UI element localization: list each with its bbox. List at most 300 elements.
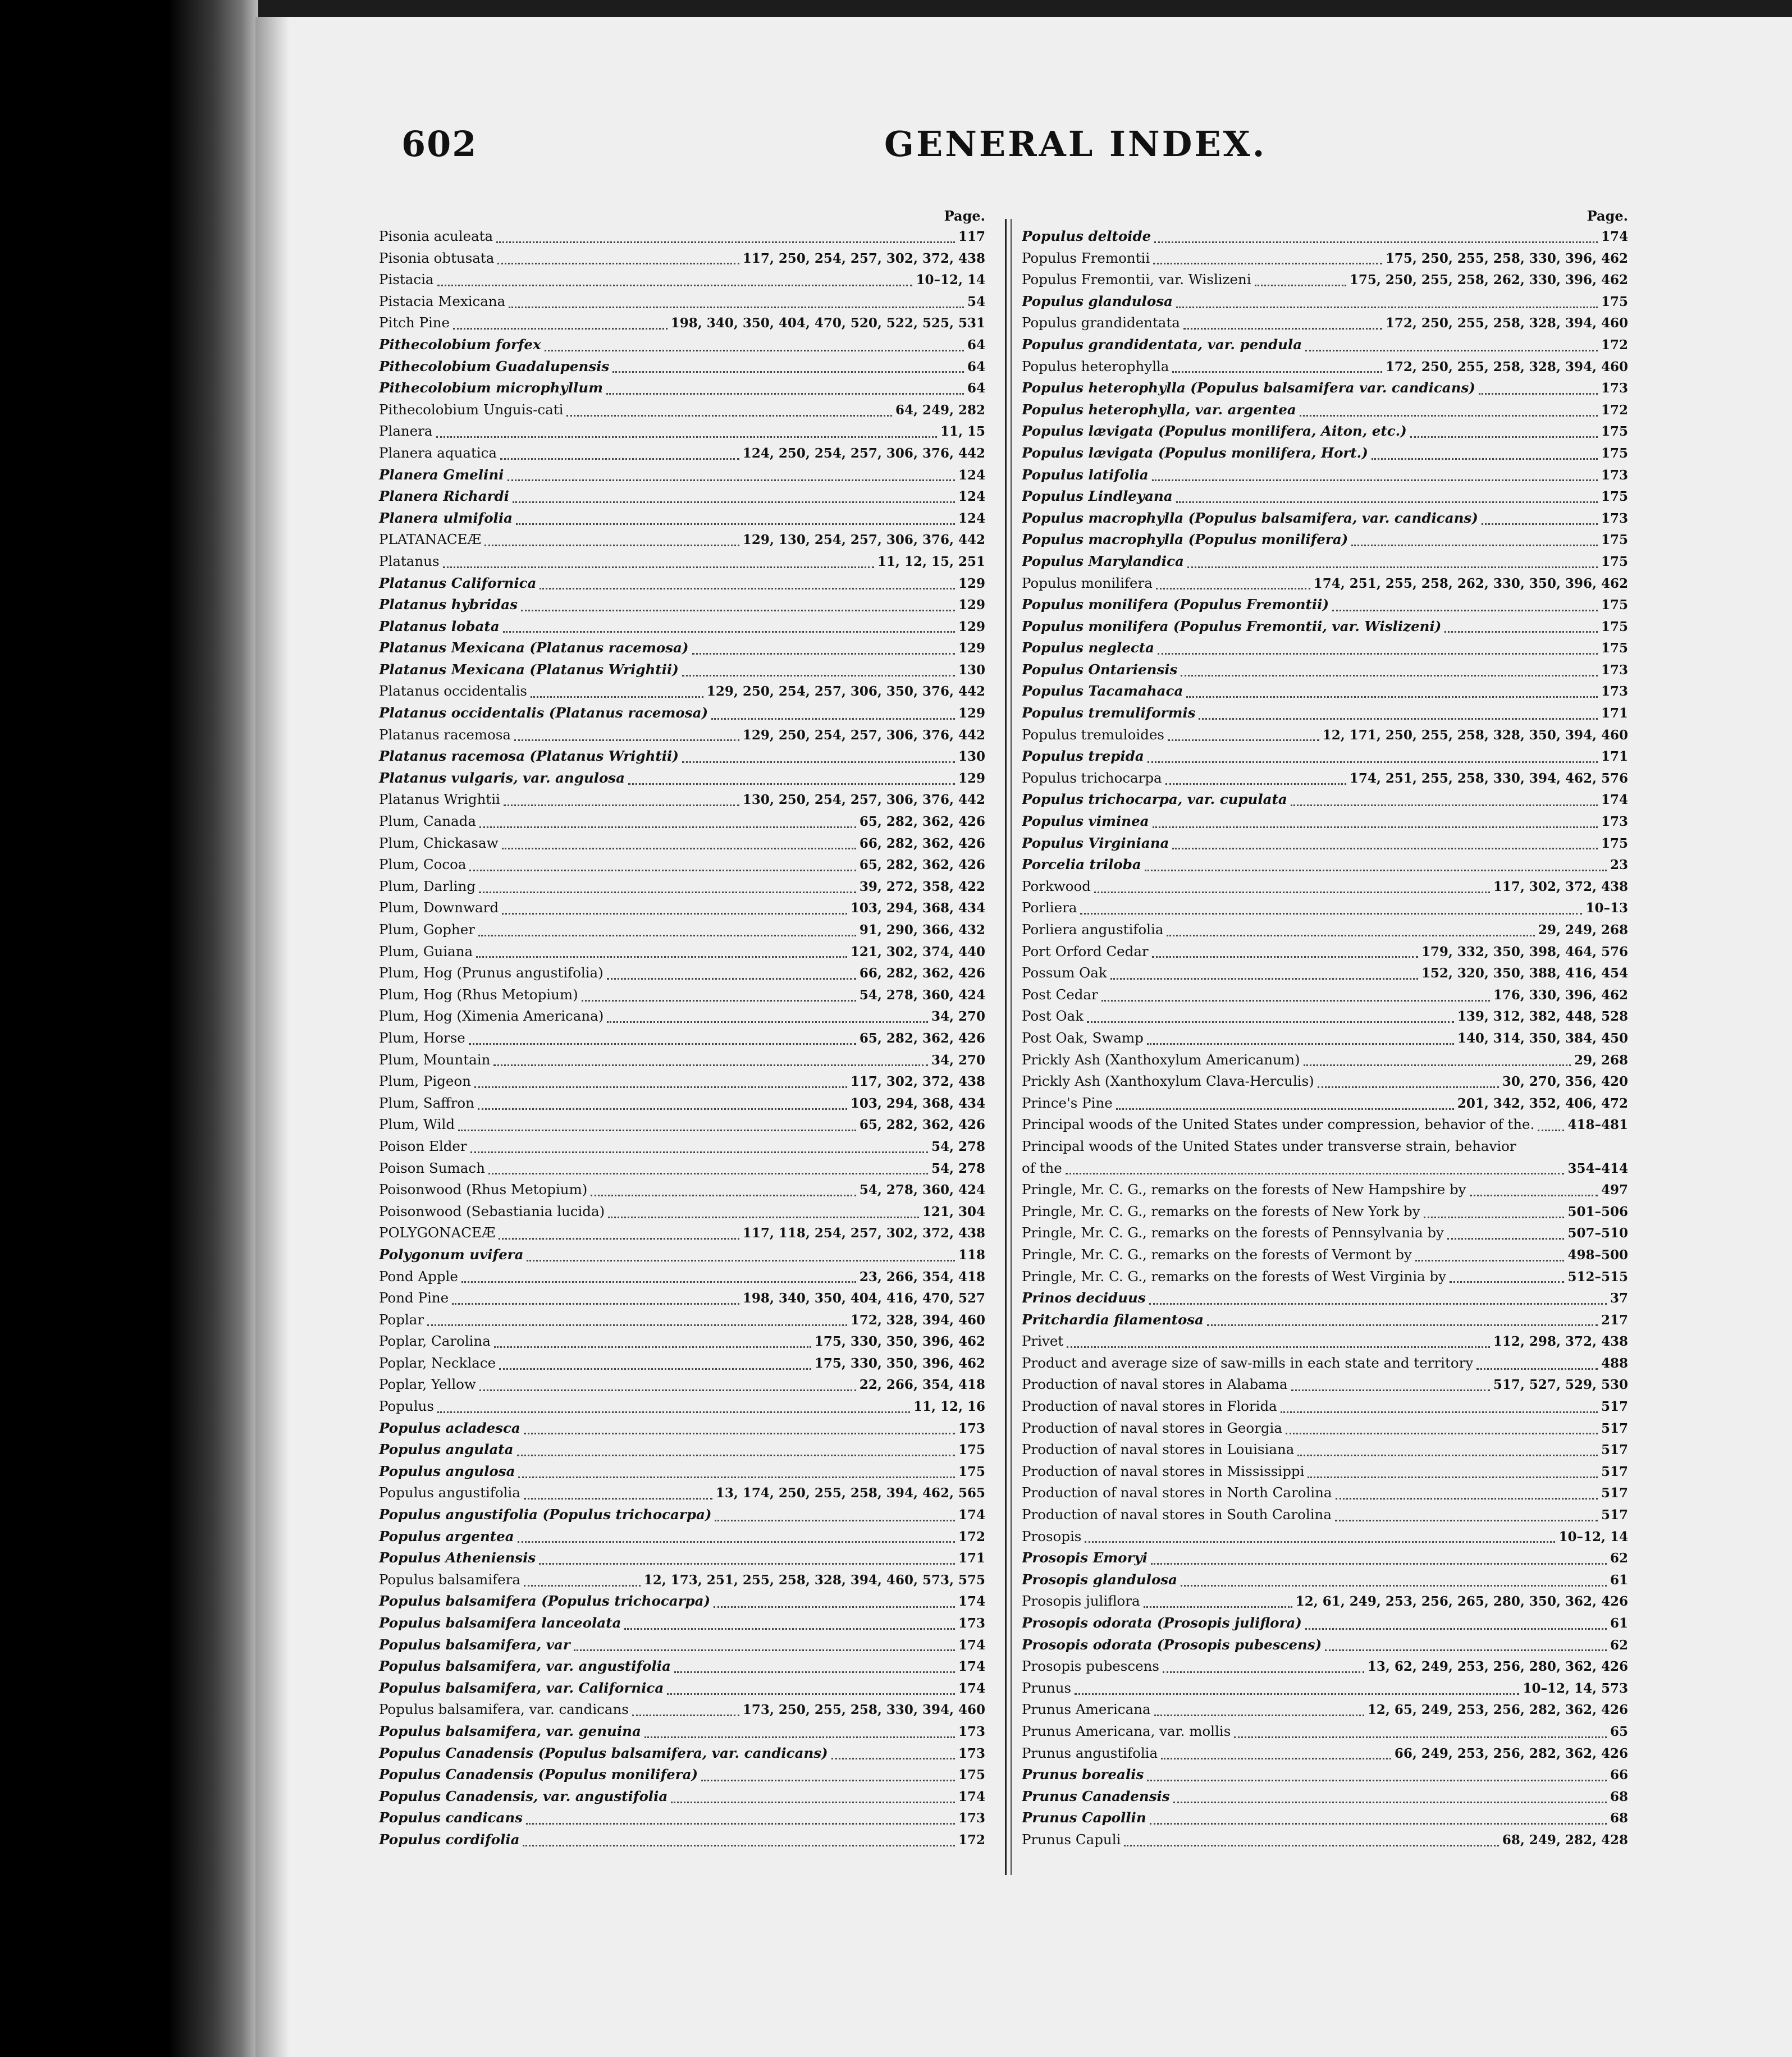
dot-leader (1066, 1162, 1565, 1174)
index-term: Populus macrophylla (Populus balsamifera, var. candicans) (1022, 509, 1478, 526)
dot-leader (479, 1378, 856, 1391)
index-entry (1022, 702, 1628, 724)
dot-leader (1482, 512, 1598, 525)
dot-leader (1148, 750, 1598, 763)
dot-leader (1450, 1270, 1565, 1283)
index-entry (379, 724, 985, 746)
index-entry (1022, 1179, 1628, 1201)
index-term: Production of naval stores in North Carolina (1022, 1484, 1332, 1501)
index-entry (379, 1743, 985, 1765)
dot-leader (526, 1812, 955, 1825)
page-references: 175 (1601, 445, 1628, 461)
index-term: Plum, Cocoa (379, 856, 467, 873)
dot-leader (682, 750, 955, 763)
page-references: 54, 278, 360, 424 (859, 987, 985, 1003)
dot-leader (1085, 1530, 1555, 1543)
index-term: Production of naval stores in Alabama (1022, 1376, 1288, 1393)
index-term: Populus tremuliformis (1022, 705, 1196, 721)
index-term: Populus monilifera (1022, 574, 1153, 591)
index-term: Prunus Americana, var. mollis (1022, 1722, 1231, 1739)
index-term: Production of naval stores in Florida (1022, 1398, 1277, 1415)
index-term: Populus Ontariensis (1022, 661, 1178, 678)
index-entry (1022, 1634, 1628, 1656)
index-term: Prosopis juliflora (1022, 1593, 1140, 1610)
index-term: Populus balsamifera (379, 1571, 520, 1588)
dot-leader (1183, 317, 1382, 330)
index-entry (1022, 1829, 1628, 1851)
dot-leader (517, 1443, 955, 1456)
index-entry (379, 377, 985, 399)
index-entry (1022, 1461, 1628, 1483)
dot-leader (701, 1768, 955, 1781)
page-references: 39, 272, 358, 422 (859, 879, 985, 894)
dot-leader (1281, 1400, 1598, 1413)
page-references: 30, 270, 356, 420 (1502, 1074, 1628, 1090)
index-term: Possum Oak (1022, 964, 1107, 981)
index-entry (379, 312, 985, 334)
index-entry (379, 1569, 985, 1591)
index-entry (379, 226, 985, 248)
index-entry (1022, 1222, 1628, 1244)
page-references: 173 (1601, 467, 1628, 483)
dot-leader (1447, 1227, 1565, 1240)
index-term: Populus balsamifera, var. genuina (379, 1722, 641, 1739)
page-references: 117, 302, 372, 438 (850, 1074, 985, 1090)
dot-leader (476, 945, 847, 958)
index-entry (1022, 420, 1628, 442)
index-entry (1022, 312, 1628, 334)
index-entry (379, 1547, 985, 1569)
index-term: Plum, Hog (Rhus Metopium) (379, 986, 578, 1003)
dot-leader (494, 1335, 811, 1348)
index-entry (1022, 767, 1628, 789)
page-references: 517 (1601, 1420, 1628, 1436)
index-entry (1022, 1093, 1628, 1114)
dot-leader (478, 1097, 847, 1110)
dot-leader (514, 728, 739, 741)
index-term: Populus heterophylla (1022, 358, 1169, 374)
page-references: 29, 249, 268 (1538, 922, 1628, 938)
dot-leader (508, 468, 955, 481)
index-term: Prunus (1022, 1679, 1072, 1696)
index-entry (379, 659, 985, 681)
dot-leader (1234, 1725, 1607, 1738)
dot-leader (539, 1552, 955, 1565)
page-references: 130, 250, 254, 257, 306, 376, 442 (742, 792, 985, 808)
index-term: Production of naval stores in South Carolina (1022, 1506, 1332, 1523)
index-entry (379, 1504, 985, 1526)
index-entry (379, 811, 985, 833)
dot-leader (474, 1075, 847, 1088)
index-term: Populus Tacamahaca (1022, 683, 1183, 700)
index-term: Poplar, Necklace (379, 1354, 496, 1371)
page-references: 174 (958, 1507, 985, 1523)
dot-leader (436, 425, 937, 438)
dot-leader (1152, 945, 1418, 958)
page-references: 172, 250, 255, 258, 328, 394, 460 (1385, 316, 1628, 331)
page-references: 175, 330, 350, 396, 462 (814, 1355, 985, 1371)
index-entry (379, 1114, 985, 1136)
page-title: GENERAL INDEX. (884, 124, 1267, 164)
index-entry (379, 789, 985, 811)
index-entry (1022, 724, 1628, 746)
page-references: 175, 250, 255, 258, 262, 330, 396, 462 (1349, 272, 1628, 288)
index-entry (1022, 594, 1628, 616)
dot-leader (523, 1834, 955, 1846)
page-references: 65, 282, 362, 426 (859, 857, 985, 873)
index-entries-left (379, 226, 985, 1851)
dot-leader (1181, 664, 1598, 676)
page-references: 54, 278 (931, 1160, 985, 1176)
page-references: 13, 62, 249, 253, 256, 280, 362, 426 (1367, 1659, 1628, 1675)
index-entry (379, 1201, 985, 1223)
index-term: Populus Canadensis (Populus balsamifera, var. candicans) (379, 1744, 828, 1761)
index-term: Prunus Canadensis (1022, 1788, 1170, 1804)
dot-leader (566, 404, 892, 417)
dot-leader (1479, 382, 1598, 395)
page-references: 54 (967, 294, 985, 309)
page-references: 65, 282, 362, 426 (859, 1117, 985, 1133)
dot-leader (1332, 598, 1598, 611)
index-term: Pringle, Mr. C. G., remarks on the forests of Pennsylvania by (1022, 1224, 1444, 1241)
index-term: Populus trichocarpa, var. cupulata (1022, 791, 1287, 808)
index-entry (1022, 1677, 1628, 1699)
page-references: 10–13 (1585, 900, 1628, 916)
page-references: 12, 61, 249, 253, 256, 265, 280, 350, 362, 426 (1295, 1594, 1628, 1610)
index-term: Plum, Downward (379, 899, 499, 916)
dot-leader (1305, 339, 1598, 351)
page-references: 129, 250, 254, 257, 306, 376, 442 (742, 727, 985, 743)
index-term: Populus Fremontii (1022, 249, 1150, 266)
index-entry (379, 702, 985, 724)
dot-leader (1075, 1682, 1519, 1695)
page-references: 517 (1601, 1485, 1628, 1501)
dot-leader (1168, 728, 1319, 741)
page-references: 173 (958, 1616, 985, 1631)
dot-leader (1199, 707, 1598, 720)
dot-leader (1067, 1335, 1490, 1348)
index-entry (379, 1590, 985, 1612)
dot-leader (524, 1421, 955, 1434)
index-entry (1022, 1656, 1628, 1677)
index-entry (379, 1829, 985, 1851)
index-entry (1022, 248, 1628, 269)
page-references: 68 (1610, 1789, 1628, 1804)
page-references: 512–515 (1567, 1269, 1628, 1285)
dot-leader (1176, 490, 1598, 503)
index-term: PLATANACEÆ (379, 531, 482, 548)
index-term: Porkwood (1022, 877, 1091, 894)
page-references: 34, 270 (931, 1052, 985, 1068)
index-entry (379, 356, 985, 378)
index-term: Prosopis (1022, 1528, 1082, 1544)
dot-leader (502, 836, 856, 849)
page-references: 91, 290, 366, 432 (859, 922, 985, 938)
index-entry (379, 1656, 985, 1677)
index-term: Populus angustifolia (379, 1484, 520, 1501)
index-entry (379, 1309, 985, 1331)
dot-leader (1152, 468, 1598, 481)
index-term: Populus acladesca (379, 1419, 520, 1436)
index-term: Plum, Guiana (379, 943, 473, 959)
dot-leader (632, 1703, 739, 1716)
dot-leader (607, 1010, 928, 1023)
index-entry (379, 1439, 985, 1461)
index-entry (1022, 1396, 1628, 1418)
index-entry (1022, 226, 1628, 248)
index-entry (379, 1807, 985, 1829)
page-references: 10–12, 14 (1558, 1529, 1628, 1544)
index-entry (379, 767, 985, 789)
index-term: Principal woods of the United States under compression, behavior of the. (1022, 1116, 1535, 1133)
index-entry (379, 1287, 985, 1309)
index-term: Pithecolobium forfex (379, 336, 541, 353)
dot-leader (1291, 1378, 1490, 1391)
index-term: Populus heterophylla, var. argentea (1022, 401, 1296, 418)
dot-leader (1154, 1703, 1364, 1716)
page-references: 117, 302, 372, 438 (1493, 879, 1628, 894)
index-entry (379, 508, 985, 529)
page-references: 174, 251, 255, 258, 330, 394, 462, 576 (1349, 770, 1628, 786)
dot-leader (493, 1053, 928, 1066)
column-divider (1005, 219, 1007, 1875)
index-term: Plum, Darling (379, 877, 476, 894)
dot-leader (453, 317, 668, 330)
page-references: 173 (958, 1420, 985, 1436)
page-references: 64, 249, 282 (895, 402, 985, 418)
dot-leader (1335, 1509, 1598, 1521)
index-entry (379, 1331, 985, 1352)
index-term: Privet (1022, 1333, 1064, 1350)
dot-leader (509, 295, 964, 308)
dot-leader (518, 1465, 955, 1478)
page-references: 129 (958, 641, 985, 656)
index-term: Pistacia (379, 271, 434, 288)
index-term: Populus balsamifera, var. angustifolia (379, 1658, 671, 1675)
page-references: 175 (958, 1442, 985, 1458)
page-references: 61 (1610, 1616, 1628, 1631)
index-entry (1022, 1807, 1628, 1829)
index-term: Populus viminea (1022, 813, 1149, 830)
index-term: Porliera angustifolia (1022, 921, 1164, 938)
dot-leader (1150, 1812, 1607, 1825)
page-references: 175 (1601, 619, 1628, 634)
index-term: Platanus Wrightii (379, 791, 500, 808)
index-entry (1022, 334, 1628, 356)
page-references: 66, 282, 362, 426 (859, 835, 985, 851)
page-references: 517 (1601, 1464, 1628, 1479)
index-term: Plum, Mountain (379, 1051, 491, 1068)
dot-leader (437, 1400, 910, 1413)
dot-leader (1165, 772, 1346, 785)
index-term: Port Orford Cedar (1022, 943, 1149, 959)
page-references: 174, 251, 255, 258, 262, 330, 350, 396, 462 (1313, 575, 1628, 591)
index-term: Populus balsamifera (Populus trichocarpa) (379, 1593, 711, 1610)
index-entry (379, 876, 985, 898)
index-term: Populus Canadensis, var. angustifolia (379, 1788, 668, 1804)
page-references: 175 (958, 1464, 985, 1479)
index-term: Populus balsamifera lanceolata (379, 1615, 621, 1631)
index-term: Prosopis Emoryi (1022, 1549, 1148, 1566)
index-entry (379, 1071, 985, 1093)
page-references: 172 (1601, 337, 1628, 353)
index-entry (1022, 1482, 1628, 1504)
page-references: 62 (1610, 1551, 1628, 1566)
page-references: 64 (967, 337, 985, 353)
index-term: Planera ulmifolia (379, 509, 513, 526)
page-references: 130 (958, 662, 985, 678)
index-term: Prunus Capollin (1022, 1809, 1146, 1826)
index-term: Platanus (379, 552, 440, 569)
index-term: Plum, Gopher (379, 921, 475, 938)
page-references: 121, 304 (922, 1204, 985, 1219)
index-entry (1022, 1374, 1628, 1396)
page-references: 179, 332, 350, 398, 464, 576 (1421, 944, 1628, 959)
index-entry (1022, 356, 1628, 378)
index-entry (379, 1396, 985, 1418)
dot-leader (478, 924, 856, 936)
page-references: 62 (1610, 1637, 1628, 1653)
dot-leader (1351, 533, 1598, 546)
index-term: Platanus racemosa (379, 726, 511, 743)
dot-leader (488, 1162, 928, 1174)
index-entry (379, 1027, 985, 1049)
dot-leader (1186, 685, 1598, 698)
index-term: Populus lævigata (Populus monilifera, Hort.) (1022, 444, 1368, 461)
index-term: Pritchardia filamentosa (1022, 1311, 1204, 1328)
dot-leader (1297, 1443, 1598, 1456)
dot-leader (606, 382, 964, 395)
page-references: 175 (958, 1767, 985, 1783)
page-references: 175 (1601, 532, 1628, 548)
page-references: 12, 65, 249, 253, 256, 282, 362, 426 (1367, 1702, 1628, 1718)
index-entry (379, 291, 985, 313)
index-term: Prosopis pubescens (1022, 1658, 1159, 1675)
index-entry (379, 1244, 985, 1266)
index-term: Pringle, Mr. C. G., remarks on the forests of West Virginia by (1022, 1268, 1446, 1285)
dot-leader (1161, 1747, 1391, 1759)
index-entry (1022, 1547, 1628, 1569)
page-references: 68 (1610, 1811, 1628, 1826)
index-term: Populus cordifolia (379, 1831, 520, 1848)
dot-leader (715, 1509, 955, 1521)
index-term: Populus angulosa (379, 1462, 515, 1479)
index-term: Populus candicans (379, 1809, 523, 1826)
index-entry (379, 1352, 985, 1374)
dot-leader (667, 1682, 955, 1695)
index-term: Populus heterophylla (Populus balsamifera var. candicans) (1022, 380, 1475, 396)
index-entry (1022, 1526, 1628, 1548)
index-entry (1022, 659, 1628, 681)
dot-leader (1325, 1638, 1607, 1651)
dot-leader (1145, 858, 1607, 871)
index-entry (1022, 1114, 1628, 1136)
page-references: 517 (1601, 1507, 1628, 1523)
index-entry (379, 897, 985, 919)
index-entries-right (1022, 226, 1628, 1851)
dot-leader (443, 555, 874, 568)
index-term: Poison Elder (379, 1137, 467, 1154)
dot-leader (1147, 1032, 1454, 1045)
index-entry (1022, 680, 1628, 702)
index-entry (1022, 1439, 1628, 1461)
dot-leader (628, 772, 955, 785)
index-term: Populus monilifera (Populus Fremontii, var. Wislizeni) (1022, 618, 1442, 634)
index-term: Planera aquatica (379, 444, 497, 461)
page-references: 34, 270 (931, 1009, 985, 1025)
index-entry (1022, 1244, 1628, 1266)
index-term: Porcelia triloba (1022, 856, 1141, 873)
dot-leader (1187, 555, 1598, 568)
page-references: 497 (1601, 1182, 1628, 1198)
index-term: Prosopis odorata (Prosopis juliflora) (1022, 1615, 1302, 1631)
dot-leader (1308, 1465, 1598, 1478)
page-references: 175, 250, 255, 258, 330, 396, 462 (1385, 250, 1628, 266)
index-term: Poplar (379, 1311, 424, 1328)
page-references: 54, 278 (931, 1139, 985, 1154)
index-term: Pringle, Mr. C. G., remarks on the forests of New Hampshire by (1022, 1181, 1466, 1198)
index-term: Platanus Californica (379, 574, 537, 591)
page-references: 11, 15 (940, 424, 985, 440)
dot-leader (1116, 1097, 1454, 1110)
page-references: 174 (1601, 792, 1628, 808)
page-references: 64 (967, 381, 985, 396)
index-entry (1022, 1136, 1628, 1158)
index-term: Pringle, Mr. C. G., remarks on the forests of Vermont by (1022, 1246, 1412, 1263)
dot-leader (499, 1357, 811, 1370)
index-entry (379, 1418, 985, 1439)
index-entry (1022, 1331, 1628, 1352)
page-references: 198, 340, 350, 404, 416, 470, 527 (742, 1291, 985, 1306)
index-entry (379, 941, 985, 963)
index-entry (1022, 789, 1628, 811)
dot-leader (1176, 295, 1598, 308)
page-references: 175 (1601, 554, 1628, 569)
page-references: 217 (1601, 1312, 1628, 1328)
index-entry (1022, 1418, 1628, 1439)
index-entry (1022, 1027, 1628, 1049)
page-references: 68, 249, 282, 428 (1502, 1832, 1628, 1848)
page-references: 517 (1601, 1442, 1628, 1458)
index-term: Populus Atheniensis (379, 1549, 536, 1566)
page-references: 175, 330, 350, 396, 462 (814, 1334, 985, 1350)
dot-leader (524, 1574, 641, 1587)
page-references: 129 (958, 597, 985, 613)
index-entry (1022, 941, 1628, 963)
page-references: 23, 266, 354, 418 (859, 1269, 985, 1285)
index-term: Prince's Pine (1022, 1094, 1113, 1111)
dot-leader (1124, 1834, 1499, 1846)
dot-leader (582, 989, 856, 1002)
page-references: 172 (958, 1529, 985, 1544)
page-number: 602 (401, 124, 478, 164)
page-column-label: Page. (1587, 208, 1628, 224)
index-term: Plum, Saffron (379, 1094, 474, 1111)
page-references: 172 (1601, 402, 1628, 418)
page-references: 174 (958, 1789, 985, 1804)
index-column-right (1022, 207, 1628, 1851)
index-entry (1022, 573, 1628, 595)
dot-leader (461, 1270, 856, 1283)
index-term: Platanus occidentalis (Platanus racemosa) (379, 705, 708, 721)
page-references: 10–12, 14, 573 (1523, 1680, 1628, 1696)
index-term: Poplar, Carolina (379, 1333, 491, 1350)
index-term: Pringle, Mr. C. G., remarks on the forests of New York by (1022, 1203, 1420, 1219)
dot-leader (714, 1595, 955, 1608)
page-references: 201, 342, 352, 406, 472 (1457, 1095, 1628, 1111)
dot-leader (1255, 273, 1346, 286)
page-references: 66 (1610, 1767, 1628, 1783)
